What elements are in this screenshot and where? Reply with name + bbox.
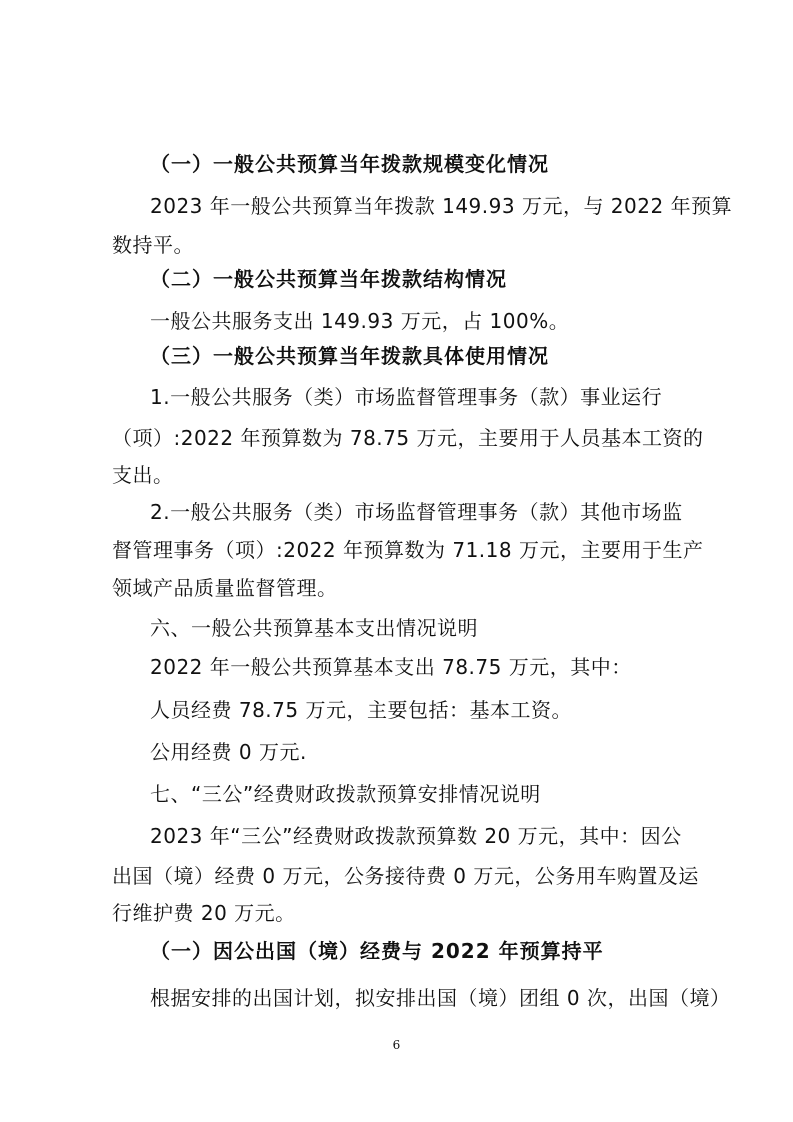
heading-budget-usage: （三）一般公共预算当年拨款具体使用情况 bbox=[150, 344, 549, 368]
paragraph-line: 2023 年一般公共预算当年拨款 149.93 万元，与 2022 年预算 bbox=[150, 194, 733, 218]
paragraph-line: 行维护费 20 万元。 bbox=[112, 901, 296, 925]
paragraph-line: （项）:2022 年预算数为 78.75 万元，主要用于人员基本工资的 bbox=[112, 426, 704, 450]
paragraph-line: 数持平。 bbox=[112, 233, 194, 257]
paragraph-line: 根据安排的出国计划，拟安排出国（境）团组 0 次，出国（境） bbox=[150, 986, 731, 1010]
heading-budget-scale-change: （一）一般公共预算当年拨款规模变化情况 bbox=[150, 152, 549, 176]
paragraph-line: 2022 年一般公共预算基本支出 78.75 万元，其中： bbox=[150, 655, 632, 679]
section-heading-basic-expenditure: 六、一般公共预算基本支出情况说明 bbox=[150, 616, 478, 640]
paragraph-line: 领域产品质量监督管理。 bbox=[112, 576, 338, 600]
paragraph-line: 出国（境）经费 0 万元，公务接待费 0 万元，公务用车购置及运 bbox=[112, 864, 699, 888]
heading-overseas-expenses: （一）因公出国（境）经费与 2022 年预算持平 bbox=[150, 939, 604, 963]
paragraph-line: 公用经费 0 万元. bbox=[150, 740, 307, 764]
heading-budget-structure: （二）一般公共预算当年拨款结构情况 bbox=[150, 267, 507, 291]
paragraph-line: 督管理事务（项）:2022 年预算数为 71.18 万元，主要用于生产 bbox=[112, 538, 704, 562]
paragraph-line: 人员经费 78.75 万元，主要包括：基本工资。 bbox=[150, 698, 572, 722]
paragraph-line: 2.一般公共服务（类）市场监督管理事务（款）其他市场监 bbox=[150, 500, 683, 524]
section-heading-three-public: 七、“三公”经费财政拨款预算安排情况说明 bbox=[150, 782, 541, 806]
page-number: 6 bbox=[392, 1038, 401, 1052]
paragraph-line: 支出。 bbox=[112, 463, 174, 487]
paragraph-line: 1.一般公共服务（类）市场监督管理事务（款）事业运行 bbox=[150, 385, 663, 409]
paragraph-line: 2023 年“三公”经费财政拨款预算数 20 万元，其中：因公 bbox=[150, 824, 682, 848]
paragraph-line: 一般公共服务支出 149.93 万元，占 100%。 bbox=[150, 309, 570, 333]
